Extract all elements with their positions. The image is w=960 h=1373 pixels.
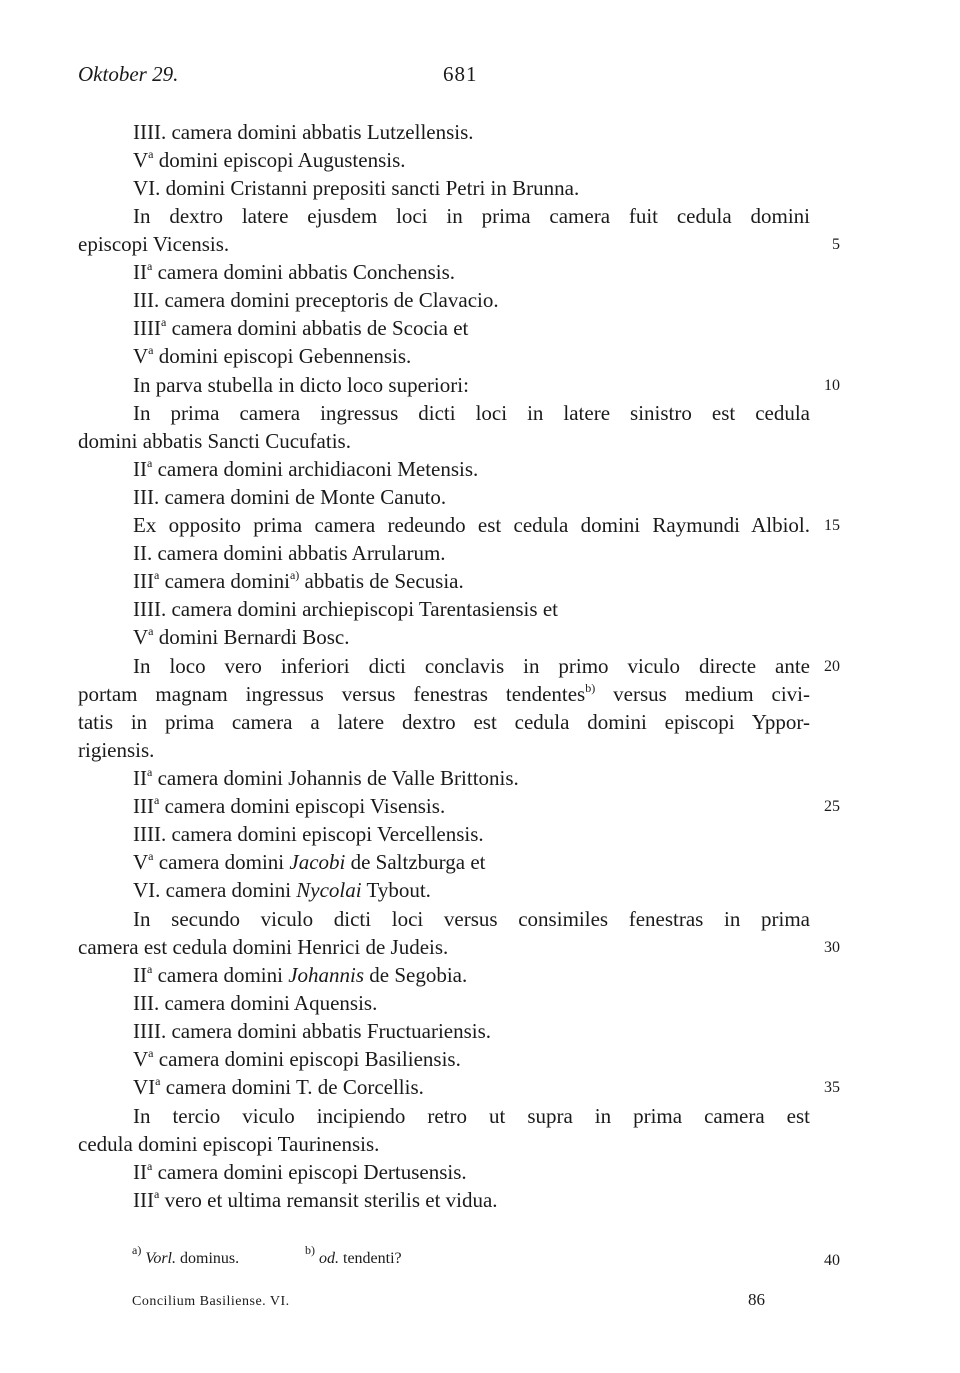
page-number: 681 [443,62,478,86]
text-line: VI. domini Cristanni prepositi sancti Petri in Brunna. [133,176,580,200]
footnote-b-mark: b) [305,1243,315,1257]
text-line: tatis in prima camera a latere dextro est cedula domini episcopi Yppor- [78,710,810,734]
text-line: III. camera domini preceptoris de Clavacio. [133,288,499,312]
line-number: 10 [824,377,840,394]
text-line: In prima camera ingressus dicti loci in latere sinistro est cedula [133,401,810,425]
text-line: episcopi Vicensis. [78,232,230,256]
text-line: III$^a$ camera domini$^{a)}$ abbatis de Secusia. [133,568,464,593]
line-number: 40 [824,1252,840,1269]
text-line: rigiensis. [78,738,155,762]
text-line: $V^a$ domini episcopi Gebennensis. [133,343,412,368]
footer-signature: 86 [748,1290,765,1309]
text-line: Ex opposito prima camera redeundo est cedula domini Raymundi Albiol. [133,513,810,537]
line-number: 15 [824,517,840,534]
text-line: $VI^a$ camera domini T. de Corcellis. [133,1074,424,1099]
text-line: IIII. camera domini archiepiscopi Tarentasiensis et [133,597,558,621]
text-line: II. camera domini abbatis Arrularum. [133,541,446,565]
footnote-a [132,1243,240,1268]
text-line: IIII. camera domini abbatis Fructuariensis. [133,1019,492,1043]
line-number: 20 [824,658,840,675]
line-number: 5 [832,236,840,253]
text-line: $V^a$ camera domini episcopi Basiliensis. [133,1046,461,1071]
text-line: IIII. camera domini episcopi Vercellensis. [133,822,484,846]
text-line: In tercio viculo incipiendo retro ut supra in prima camera est [133,1104,810,1128]
text-line: portam magnam ingressus versus fenestras tendentes$^{b)}$ versus medium civi- [78,681,810,706]
text-line: $II^a$ camera domini archidiaconi Metensis. [133,456,479,481]
text-line: IIII. camera domini abbatis Lutzellensis. [133,120,474,144]
line-number: 30 [824,939,840,956]
text-line: $V^a$ camera domini Jacobi de Saltzburga et [133,849,486,874]
footnote-b [305,1243,402,1268]
text-line: cedula domini episcopi Taurinensis. [78,1132,380,1156]
text-line: In parva stubella in dicto loco superiori: [133,373,469,397]
running-header-date: Oktober 29. [78,62,179,86]
text-line: III. camera domini Aquensis. [133,991,378,1015]
footer-volume: Concilium Basiliense. VI. [132,1294,290,1309]
footnote-a-abbrev: Vorl. [145,1250,176,1267]
line-number: 35 [824,1079,840,1096]
text-line: III$^a$ vero et ultima remansit sterilis et vidua. [133,1187,498,1212]
footnote-a-text: dominus. [176,1250,240,1267]
text-line: $II^a$ camera domini Johannis de Valle Brittonis. [133,765,519,790]
text-line: VI. camera domini Nycolai Tybout. [133,878,431,902]
footnote-a-mark: a) [132,1243,142,1257]
text-line: In secundo viculo dicti loci versus consimiles fenestras in prima [133,907,810,931]
line-number: 25 [824,798,840,815]
text-line: In loco vero inferiori dicti conclavis in primo viculo directe ante [133,654,810,678]
text-line: $V^a$ domini Bernardi Bosc. [133,624,350,649]
text-line: III$^a$ camera domini episcopi Visensis. [133,793,446,818]
text-line: camera est cedula domini Henrici de Judeis. [78,935,449,959]
text-line: $II^a$ camera domini abbatis Conchensis. [133,259,456,284]
text-line: domini abbatis Sancti Cucufatis. [78,429,351,453]
footnote-b-text: tendenti? [339,1250,402,1267]
text-line: $II^a$ camera domini episcopi Dertusensis. [133,1159,467,1184]
text-line: $V^a$ domini episcopi Augustensis. [133,147,406,172]
text-line: IIII$^a$ camera domini abbatis de Scocia et [133,315,469,340]
text-line: III. camera domini de Monte Canuto. [133,485,447,509]
text-line: $II^a$ camera domini Johannis de Segobia. [133,962,468,987]
text-line: In dextro latere ejusdem loci in prima camera fuit cedula domini [133,204,810,228]
footnote-b-abbrev: od. [319,1250,339,1267]
